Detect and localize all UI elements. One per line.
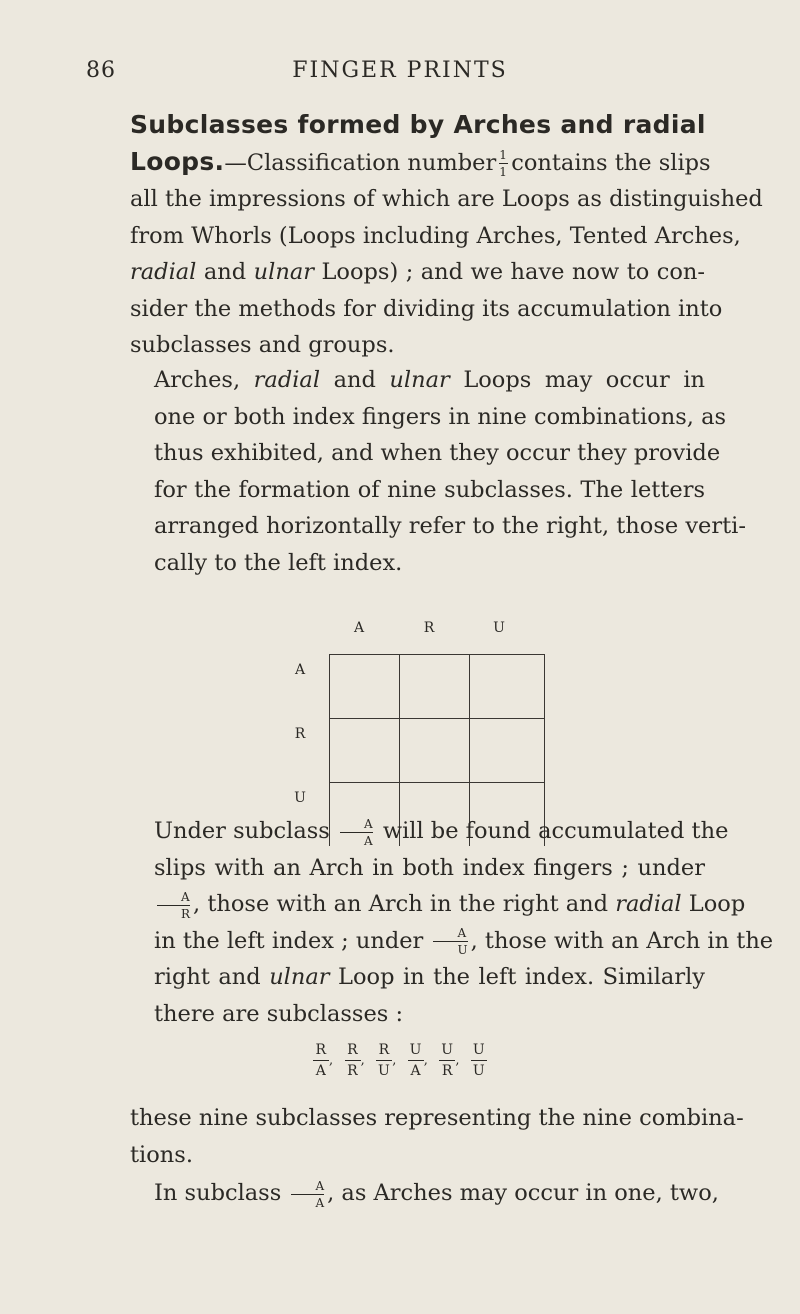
expl-line-6: there are subclasses : [154, 1000, 404, 1027]
fraction-numerator: A [363, 816, 373, 831]
nine-line-2: tions. [130, 1141, 193, 1168]
expl-line-2: slips with an Arch in both index fingers ; under [154, 854, 705, 881]
fraction-denominator: U [378, 1063, 391, 1079]
comb-line-5: arranged horizontally refer to the right, those verti- [154, 513, 746, 539]
expl-line-4-b: , those with an Arch in the [470, 927, 774, 954]
fraction-denominator: R [181, 906, 191, 921]
aa-line-1-b: , as Arches may occur in one, two, [327, 1180, 719, 1206]
paragraph-subclass-explanation [130, 813, 774, 1032]
fraction-denominator: R [441, 1063, 453, 1079]
intro-line-6: subclasses and groups. [130, 332, 395, 358]
subclass-fraction [313, 1043, 329, 1078]
intro-line-2: all the impressions of which are Loops as distinguished [130, 186, 763, 212]
grid-row-header: A [294, 662, 306, 678]
fraction-denominator: R [347, 1063, 359, 1079]
italic-ulnar: ulnar [389, 367, 450, 393]
combination-grid [290, 620, 520, 820]
intro-lead: —Classification number [224, 149, 497, 176]
fraction-denominator: U [457, 943, 468, 957]
aa-line-1 [130, 1175, 719, 1212]
italic-radial: radial [615, 891, 682, 917]
fraction-numerator: U [441, 1042, 454, 1058]
running-title: FINGER PRINTS [292, 58, 508, 83]
section-heading-continued: Loops. [130, 146, 225, 176]
expl-line-5-b: Loop in the left index. Similarly [338, 964, 706, 990]
fraction-numerator: A [457, 926, 467, 940]
comb-line-6: cally to the left index. [154, 549, 403, 576]
fraction-numerator: R [315, 1042, 327, 1058]
fraction-a-over-r [157, 891, 190, 920]
grid-column-header: U [493, 620, 505, 636]
comb-line-4: for the formation of nine subclasses. The letters [154, 476, 705, 503]
subclass-fraction [345, 1043, 361, 1078]
intro-line-4 [130, 254, 705, 291]
intro-line-5: sider the methods for dividing its accumulation into [130, 295, 723, 322]
expl-line-4 [130, 923, 774, 960]
expl-line-3-b: Loop [688, 891, 746, 917]
fraction-denominator: A [315, 1195, 325, 1210]
expl-line-5-a: right and [154, 964, 261, 990]
aa-line-1-a: In subclass [154, 1180, 282, 1206]
fraction-a-over-a [340, 818, 373, 847]
subclass-fraction [471, 1043, 487, 1078]
fraction-denominator: A [315, 1063, 327, 1079]
comb-line-1 [130, 362, 705, 399]
italic-ulnar: ulnar [269, 964, 330, 990]
expl-line-4-a: in the left index ; under [154, 927, 424, 954]
subclass-fraction [376, 1043, 392, 1078]
grid-cell [469, 718, 545, 782]
expl-line-1-a: Under subclass [154, 818, 330, 844]
fraction-numerator: R [347, 1042, 359, 1058]
italic-radial: radial [253, 367, 321, 393]
subclass-list: $\frac{R}{A}$ , $\frac{R}{R}$ , $\frac{R}{U}$ , $\frac{U}{A}$ , $\frac{U}{R}$ , $\frac{U}{U}$ [0, 1043, 800, 1078]
grid-cell [329, 718, 405, 782]
paragraph-intro [130, 107, 763, 364]
word-and: and [333, 367, 376, 393]
paragraph-nine-subclasses [130, 1100, 744, 1173]
grid-column-header: A [353, 620, 365, 636]
fraction-numerator: A [181, 889, 190, 904]
fraction-a-over-a [291, 1180, 324, 1209]
grid-row-header: U [294, 790, 306, 806]
fraction-one-over-one [499, 149, 508, 178]
fraction-denominator: U [472, 1063, 486, 1079]
italic-radial: radial [130, 259, 197, 285]
subclass-fraction [439, 1043, 455, 1078]
nine-line-1: these nine subclasses representing the nine combina- [130, 1105, 744, 1131]
fraction-denominator: A [363, 833, 373, 848]
running-head [0, 58, 800, 88]
fraction-numerator: 1 [499, 148, 507, 162]
section-heading: Subclasses formed by Arches and radial [130, 110, 706, 139]
fraction-denominator: A [410, 1063, 422, 1079]
fraction-numerator: A [315, 1178, 325, 1193]
intro-line-1 [130, 144, 711, 182]
fraction-numerator: R [378, 1042, 390, 1058]
intro-line-4-rest: Loops) ; and we have now to con- [321, 259, 705, 285]
comb-line-1-rest: Loops may occur in [463, 367, 706, 393]
word-arches: Arches, [154, 367, 241, 393]
grid-column-header: R [423, 620, 435, 636]
comb-line-2: one or both index fingers in nine combinations, as [154, 403, 727, 430]
expl-line-3 [130, 886, 746, 923]
paragraph-subclass-a-a [130, 1175, 719, 1212]
page-number: 86 [86, 58, 116, 83]
intro-line-3: from Whorls (Loops including Arches, Tented Arches, [130, 222, 741, 249]
grid-cell [399, 654, 475, 718]
intro-lead-tail: contains the slips [511, 149, 711, 176]
fraction-numerator: U [472, 1042, 486, 1058]
grid-row-header: R [294, 726, 306, 742]
grid-cell [469, 654, 545, 718]
fraction-a-over-u [433, 927, 467, 956]
paragraph-combinations [130, 362, 746, 581]
grid-cell [329, 654, 405, 718]
expl-line-5 [130, 959, 705, 996]
subclass-fraction [408, 1043, 424, 1078]
fraction-numerator: U [409, 1042, 422, 1058]
word-and: and [203, 259, 247, 285]
fraction-denominator: 1 [499, 165, 507, 179]
grid-cell [399, 718, 475, 782]
comb-line-3: thus exhibited, and when they occur they provide [154, 440, 721, 466]
expl-line-3-a: , those with an Arch in the right and [193, 891, 609, 917]
expl-line-1-b: will be found accumulated the [382, 818, 729, 844]
italic-ulnar: ulnar [253, 259, 314, 285]
expl-line-1 [130, 813, 729, 850]
